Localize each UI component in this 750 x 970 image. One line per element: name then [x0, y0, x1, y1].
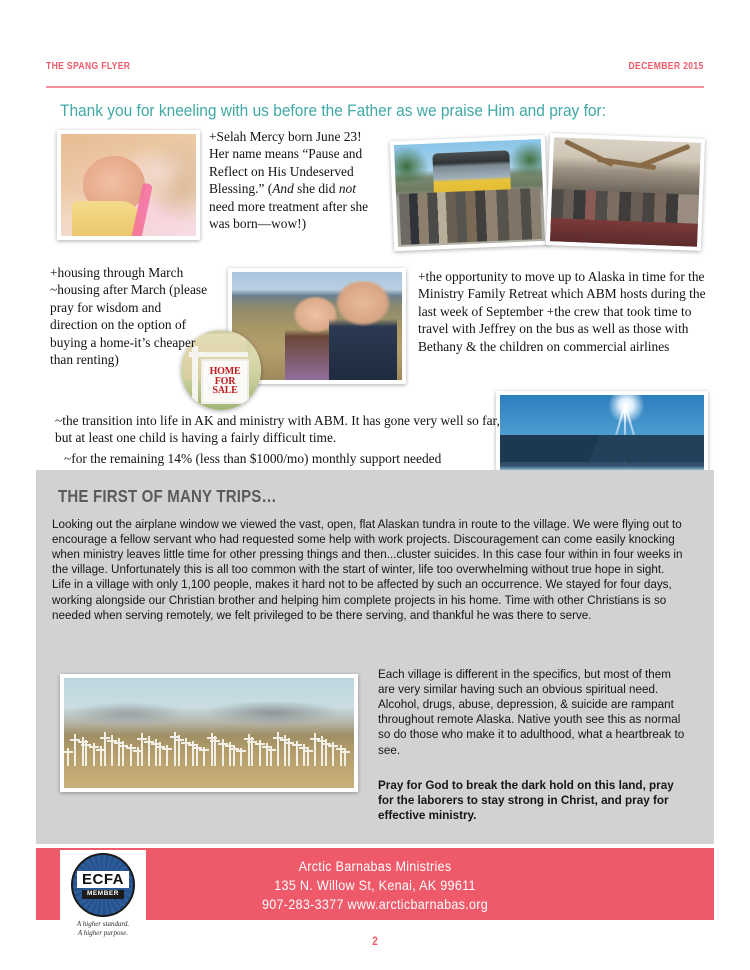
cross-marker-icon	[93, 743, 95, 766]
cross-marker-icon	[277, 732, 279, 766]
masthead-divider	[46, 86, 704, 88]
cross-marker-icon	[321, 736, 323, 766]
ecfa-seal-icon	[71, 853, 135, 917]
masthead	[46, 60, 704, 82]
cross-marker-icon	[130, 744, 132, 766]
ecfa-tagline-line-1: A higher standard.	[76, 920, 130, 928]
article-paragraph-1: Looking out the airplane window we viewed the vast, open, flat Alaskan tundra in route to the village. We were flying out to encourage a fellow servant who had requested some help with work projects. Discouragement can come easily knocking when ministry leaves little time for other pressing things and then...cluster suicides. In this case four within in four weeks in the village. Unfortunately this is all too common with the start of winter, life too overwhelming without true hope in sight. Life in a village with only 1,100 people, makes it hard not to be affected by such an occurrence. We stayed for four days, working alongside our Christian brother and helping him complete projects in his home. Time with other Christians is so needed when serving remotely, we felt privileged to be there serving, and thankful he was there to serve.	[52, 517, 683, 622]
prayer-request-selah: +Selah Mercy born June 23! Her name means “Pause and Reflect on His Undeserved Blessing.” (And she did not need more treatment after she was born—wow!)	[209, 129, 369, 232]
article-title: THE FIRST OF MANY TRIPS…	[58, 486, 277, 506]
cross-marker-icon	[344, 748, 346, 766]
cross-marker-icon	[148, 736, 150, 766]
cross-marker-icon	[82, 737, 84, 766]
cross-marker-icon	[229, 742, 231, 766]
ministry-name: Arctic Barnabas Ministries	[298, 859, 452, 874]
cross-marker-icon	[174, 732, 176, 766]
cross-marker-icon	[222, 739, 224, 766]
group-in-front-of-bus-photo	[390, 135, 549, 251]
cross-marker-icon	[196, 744, 198, 766]
cross-marker-icon	[284, 735, 286, 766]
ecfa-wordmark: ECFA	[77, 871, 129, 888]
cross-marker-icon	[340, 745, 342, 766]
cross-marker-icon	[211, 733, 213, 766]
cross-marker-icon	[74, 734, 76, 766]
newborn-baby-photo	[57, 130, 200, 240]
cross-marker-icon	[259, 740, 261, 766]
ecfa-member-label: MEMBER	[82, 890, 124, 899]
cross-marker-icon	[251, 737, 253, 766]
church-gathering-photo	[546, 133, 705, 251]
footer-contact-block	[56, 857, 693, 914]
cross-marker-icon	[159, 742, 161, 766]
sign-line-2: FOR	[214, 375, 236, 387]
cross-row	[64, 729, 354, 766]
cross-marker-icon	[155, 739, 157, 766]
cross-marker-icon	[270, 746, 272, 766]
cross-marker-icon	[85, 740, 87, 766]
cross-marker-icon	[192, 741, 194, 766]
village-cemetery-crosses-photo	[60, 674, 358, 792]
cross-marker-icon	[214, 736, 216, 766]
ministry-contact[interactable]: 907-283-3377 www.arcticbarnabas.org	[261, 897, 489, 913]
cross-marker-icon	[111, 735, 113, 766]
prayer-request-housing: +housing through March ~housing after March (please pray for wisdom and direction on the option of buying a home-it’s cheaper than renting)	[50, 265, 208, 368]
cross-marker-icon	[122, 741, 124, 766]
cross-marker-icon	[178, 735, 180, 766]
cross-marker-icon	[137, 747, 139, 766]
cross-marker-icon	[307, 747, 309, 766]
cross-marker-icon	[240, 748, 242, 766]
ecfa-tagline-line-2: A higher purpose.	[77, 928, 129, 937]
cross-marker-icon	[166, 745, 168, 766]
issue-date: DECEMBER 2015	[628, 60, 704, 72]
publication-title: THE SPANG FLYER	[46, 60, 131, 72]
cross-marker-icon	[67, 748, 69, 766]
sign-line-1: HOME	[209, 366, 241, 378]
cross-marker-icon	[203, 747, 205, 766]
article-paragraph-2: Each village is different in the specifics, but most of them are very similar having such an obvious spiritual need. Alcohol, drugs, abuse, depression, & suicide are rampant throughout remote Alaska. Native youth see this as normal so do those who make it to adulthood, what a heartbreak to see.	[378, 667, 685, 757]
cross-marker-icon	[314, 733, 316, 766]
ministry-address: 135 N. Willow St, Kenai, AK 99611	[274, 878, 476, 894]
prayer-request-transition: ~the transition into life in AK and ministry with ABM. It has gone very well so far, but at least one child is having a fairly difficult time.	[55, 413, 500, 446]
cross-marker-icon	[325, 739, 327, 766]
prayer-request-alaska: +the opportunity to move up to Alaska in time for the Ministry Family Retreat which ABM hosts during the last week of September +the crew that took time to travel with Jeffrey on the bus as well as those with Bethany & the children on commercial airlines	[418, 269, 706, 354]
cross-marker-icon	[104, 732, 106, 766]
cross-marker-icon	[233, 745, 235, 766]
ecfa-member-logo	[60, 850, 146, 940]
sign-line-3: SALE	[212, 385, 238, 397]
cross-marker-icon	[332, 742, 334, 766]
cross-marker-icon	[141, 733, 143, 766]
cross-marker-icon	[185, 738, 187, 766]
cross-marker-icon	[296, 741, 298, 766]
prayer-request-support: ~for the remaining 14% (less than $1000/mo) monthly support needed	[64, 451, 442, 466]
cross-marker-icon	[248, 734, 250, 766]
cross-marker-icon	[288, 738, 290, 766]
cross-marker-icon	[100, 746, 102, 766]
cross-marker-icon	[118, 738, 120, 766]
page-number: 2	[372, 934, 378, 948]
article-paragraph-3: Pray for God to break the dark hold on this land, pray for the laborers to stay strong in Christ, and pray for effective ministry.	[378, 778, 674, 823]
cross-marker-icon	[303, 744, 305, 766]
cross-marker-icon	[266, 743, 268, 766]
page-title: Thank you for kneeling with us before the Father as we praise Him and pray for:	[60, 102, 606, 120]
